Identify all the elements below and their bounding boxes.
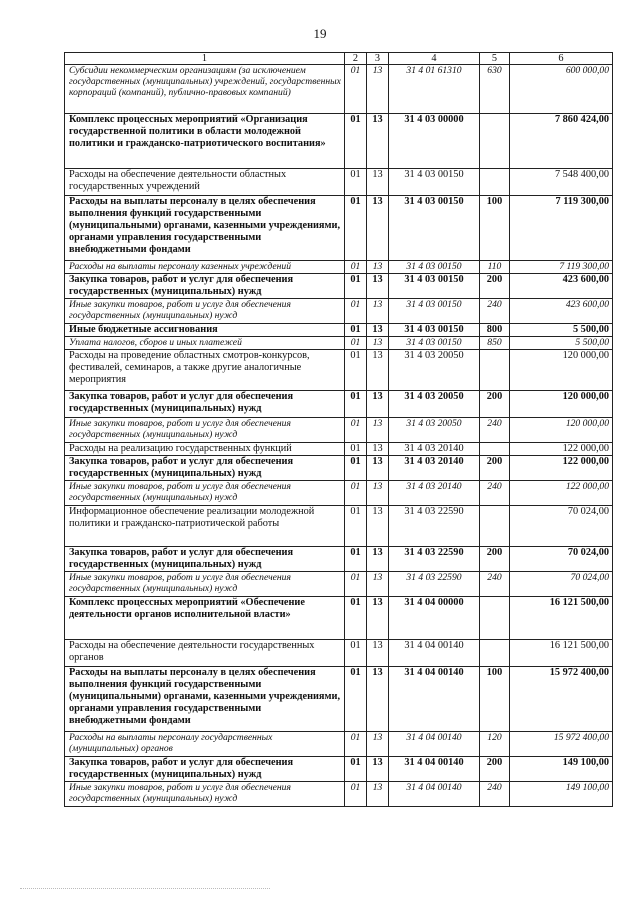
column-header-amount: 6 [510,53,613,65]
cell-expense-type: 240 [480,418,510,443]
cell-section: 01 [345,196,367,261]
cell-amount: 423 600,00 [510,299,613,324]
cell-amount: 600 000,00 [510,65,613,114]
cell-target-article: 31 4 03 00150 [389,299,480,324]
cell-expense-type: 110 [480,261,510,274]
table-row [65,350,613,391]
cell-amount: 5 500,00 [510,324,613,337]
cell-section: 01 [345,169,367,196]
cell-subsection: 13 [367,667,389,732]
cell-section: 01 [345,597,367,640]
cell-target-article: 31 4 03 22590 [389,572,480,597]
cell-amount: 7 548 400,00 [510,169,613,196]
cell-target-article: 31 4 04 00140 [389,757,480,782]
cell-expense-type: 200 [480,456,510,481]
cell-name: Уплата налогов, сборов и иных платежей [65,337,345,350]
table-row [65,481,613,506]
cell-name: Закупка товаров, работ и услуг для обеспечения государственных (муниципальных) нужд [65,391,345,418]
cell-section: 01 [345,299,367,324]
table-header-row [65,53,613,65]
cell-amount: 120 000,00 [510,391,613,418]
cell-expense-type: 240 [480,572,510,597]
cell-name: Расходы на выплаты персоналу в целях обеспечения выполнения функций государственными (муниципальными) органами, казенными учреждениями, органами управления государственными внебюджетными фондами [65,196,345,261]
cell-target-article: 31 4 03 20050 [389,391,480,418]
cell-subsection: 13 [367,572,389,597]
table-row [65,299,613,324]
cell-expense-type [480,597,510,640]
cell-name: Расходы на проведение областных смотров-конкурсов, фестивалей, семинаров, а также другие аналогичные мероприятия [65,350,345,391]
cell-section: 01 [345,337,367,350]
cell-expense-type: 800 [480,324,510,337]
cell-amount: 122 000,00 [510,481,613,506]
cell-subsection: 13 [367,757,389,782]
table-row [65,506,613,547]
cell-expense-type [480,640,510,667]
cell-target-article: 31 4 03 20140 [389,443,480,456]
cell-amount: 149 100,00 [510,782,613,807]
cell-section: 01 [345,324,367,337]
cell-expense-type: 200 [480,274,510,299]
cell-amount: 70 024,00 [510,547,613,572]
cell-name: Расходы на выплаты персоналу в целях обеспечения выполнения функций государственными (муниципальными) органами, казенными учреждениями, органами управления государственными внебюджетными фондами [65,667,345,732]
table-row [65,391,613,418]
cell-name: Расходы на выплаты персоналу государственных (муниципальных) органов [65,732,345,757]
cell-amount: 122 000,00 [510,443,613,456]
cell-amount: 149 100,00 [510,757,613,782]
cell-expense-type [480,114,510,169]
cell-target-article: 31 4 03 22590 [389,547,480,572]
cell-section: 01 [345,443,367,456]
cell-subsection: 13 [367,299,389,324]
cell-target-article: 31 4 04 00140 [389,732,480,757]
column-header-name: 1 [65,53,345,65]
page-number: 19 [313,26,327,41]
cell-section: 01 [345,481,367,506]
cell-section: 01 [345,782,367,807]
table-row [65,196,613,261]
cell-amount: 7 119 300,00 [510,261,613,274]
table-row [65,597,613,640]
cell-name: Иные закупки товаров, работ и услуг для обеспечения государственных (муниципальных) нужд [65,572,345,597]
cell-subsection: 13 [367,640,389,667]
cell-subsection: 13 [367,196,389,261]
cell-section: 01 [345,506,367,547]
cell-amount: 70 024,00 [510,572,613,597]
table-row [65,274,613,299]
cell-name: Иные закупки товаров, работ и услуг для обеспечения государственных (муниципальных) нужд [65,782,345,807]
table-row [65,418,613,443]
cell-subsection: 13 [367,350,389,391]
table-row [65,547,613,572]
cell-amount: 122 000,00 [510,456,613,481]
cell-section: 01 [345,114,367,169]
cell-section: 01 [345,456,367,481]
table-row [65,337,613,350]
table-row [65,572,613,597]
cell-expense-type: 200 [480,547,510,572]
cell-expense-type: 100 [480,196,510,261]
cell-subsection: 13 [367,597,389,640]
cell-target-article: 31 4 04 00140 [389,640,480,667]
column-header-section: 2 [345,53,367,65]
table-row [65,443,613,456]
cell-subsection: 13 [367,391,389,418]
cell-section: 01 [345,274,367,299]
cell-amount: 16 121 500,00 [510,597,613,640]
cell-expense-type: 120 [480,732,510,757]
cell-target-article: 31 4 04 00000 [389,597,480,640]
cell-target-article: 31 4 03 20140 [389,481,480,506]
cell-subsection: 13 [367,324,389,337]
cell-target-article: 31 4 03 00000 [389,114,480,169]
cell-section: 01 [345,572,367,597]
cell-section: 01 [345,547,367,572]
column-header-subsection: 3 [367,53,389,65]
cell-target-article: 31 4 04 00140 [389,782,480,807]
cell-target-article: 31 4 03 20140 [389,456,480,481]
cell-name: Закупка товаров, работ и услуг для обеспечения государственных (муниципальных) нужд [65,456,345,481]
cell-name: Иные закупки товаров, работ и услуг для обеспечения государственных (муниципальных) нужд [65,299,345,324]
budget-table [64,52,613,807]
cell-amount: 120 000,00 [510,350,613,391]
cell-target-article: 31 4 04 00140 [389,667,480,732]
cell-subsection: 13 [367,443,389,456]
cell-target-article: 31 4 03 00150 [389,337,480,350]
cell-subsection: 13 [367,418,389,443]
cell-expense-type: 240 [480,782,510,807]
cell-section: 01 [345,732,367,757]
table-row [65,732,613,757]
cell-name: Расходы на выплаты персоналу казенных учреждений [65,261,345,274]
cell-subsection: 13 [367,506,389,547]
cell-target-article: 31 4 03 00150 [389,274,480,299]
cell-target-article: 31 4 03 20050 [389,350,480,391]
cell-target-article: 31 4 03 20050 [389,418,480,443]
table-row [65,169,613,196]
table-row [65,324,613,337]
cell-target-article: 31 4 03 00150 [389,261,480,274]
cell-name: Закупка товаров, работ и услуг для обеспечения государственных (муниципальных) нужд [65,547,345,572]
cell-expense-type: 240 [480,299,510,324]
cell-subsection: 13 [367,274,389,299]
cell-section: 01 [345,261,367,274]
table-row [65,782,613,807]
cell-name: Расходы на обеспечение деятельности областных государственных учреждений [65,169,345,196]
column-header-target-article: 4 [389,53,480,65]
cell-section: 01 [345,667,367,732]
cell-expense-type: 240 [480,481,510,506]
cell-name: Информационное обеспечение реализации молодежной политики и гражданско-патриотической работы [65,506,345,547]
cell-section: 01 [345,391,367,418]
cell-subsection: 13 [367,547,389,572]
cell-subsection: 13 [367,456,389,481]
table-row [65,261,613,274]
cell-expense-type [480,169,510,196]
table-row [65,667,613,732]
table-row [65,757,613,782]
cell-amount: 7 860 424,00 [510,114,613,169]
cell-target-article: 31 4 01 61310 [389,65,480,114]
cell-target-article: 31 4 03 00150 [389,324,480,337]
cell-subsection: 13 [367,732,389,757]
cell-amount: 15 972 400,00 [510,732,613,757]
cell-subsection: 13 [367,261,389,274]
cell-subsection: 13 [367,65,389,114]
table-row [65,456,613,481]
cell-name: Субсидии некоммерческим организациям (за исключением государственных (муниципальных) учреждений, государственных корпораций (компаний), публично-правовых компаний) [65,65,345,114]
cell-name: Иные закупки товаров, работ и услуг для обеспечения государственных (муниципальных) нужд [65,481,345,506]
cell-name: Расходы на реализацию государственных функций [65,443,345,456]
cell-section: 01 [345,640,367,667]
cell-name: Иные закупки товаров, работ и услуг для обеспечения государственных (муниципальных) нужд [65,418,345,443]
table-row [65,65,613,114]
cell-expense-type [480,443,510,456]
cell-expense-type: 200 [480,391,510,418]
cell-name: Комплекс процессных мероприятий «Обеспечение деятельности органов исполнительной власти» [65,597,345,640]
cell-amount: 7 119 300,00 [510,196,613,261]
scan-artifact-dots [20,888,270,893]
cell-expense-type: 100 [480,667,510,732]
cell-subsection: 13 [367,481,389,506]
cell-subsection: 13 [367,782,389,807]
table-row [65,640,613,667]
cell-amount: 423 600,00 [510,274,613,299]
cell-target-article: 31 4 03 00150 [389,169,480,196]
cell-target-article: 31 4 03 22590 [389,506,480,547]
cell-name: Закупка товаров, работ и услуг для обеспечения государственных (муниципальных) нужд [65,274,345,299]
cell-amount: 15 972 400,00 [510,667,613,732]
cell-expense-type: 630 [480,65,510,114]
cell-amount: 120 000,00 [510,418,613,443]
cell-subsection: 13 [367,169,389,196]
cell-section: 01 [345,350,367,391]
cell-subsection: 13 [367,337,389,350]
table-body [65,65,613,807]
cell-section: 01 [345,757,367,782]
cell-expense-type [480,350,510,391]
cell-expense-type: 200 [480,757,510,782]
cell-name: Закупка товаров, работ и услуг для обеспечения государственных (муниципальных) нужд [65,757,345,782]
cell-name: Расходы на обеспечение деятельности государственных органов [65,640,345,667]
column-header-expense-type: 5 [480,53,510,65]
cell-name: Комплекс процессных мероприятий «Организация государственной политики в области молодежной политики и гражданско-патриотического воспитания» [65,114,345,169]
cell-amount: 16 121 500,00 [510,640,613,667]
cell-amount: 70 024,00 [510,506,613,547]
cell-amount: 5 500,00 [510,337,613,350]
cell-expense-type: 850 [480,337,510,350]
cell-section: 01 [345,65,367,114]
cell-section: 01 [345,418,367,443]
cell-target-article: 31 4 03 00150 [389,196,480,261]
cell-expense-type [480,506,510,547]
cell-name: Иные бюджетные ассигнования [65,324,345,337]
cell-subsection: 13 [367,114,389,169]
table-row [65,114,613,169]
